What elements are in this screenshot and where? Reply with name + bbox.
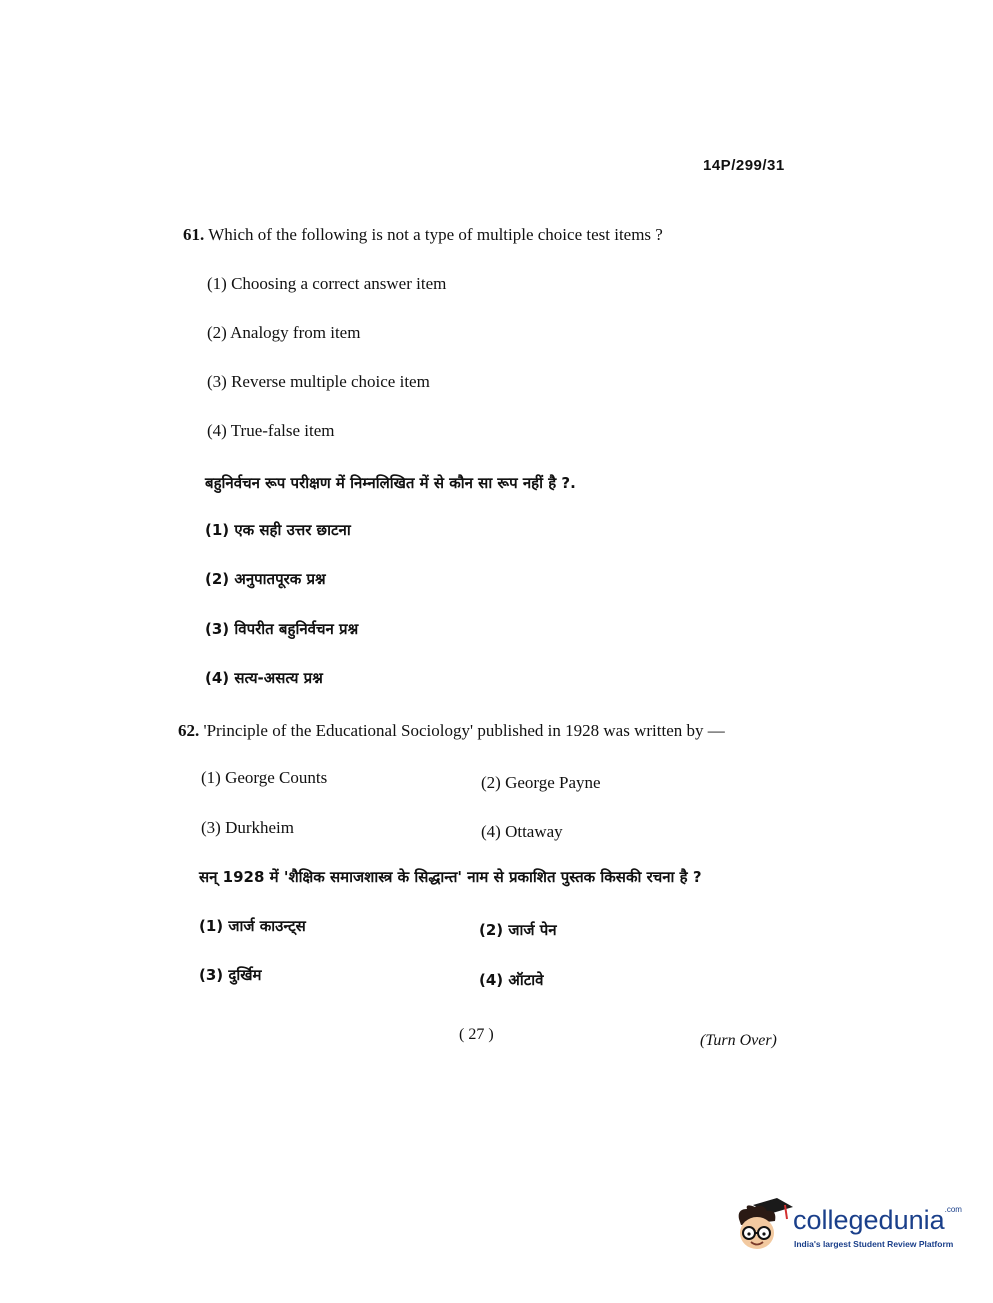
q62-option-1-en: (1) George Counts	[201, 768, 328, 787]
q62-option-4-en: (4) Ottaway	[481, 822, 563, 841]
question-62-hindi: सन् 1928 में 'शैक्षिक समाजशास्त्र के सिद्धान्त' नाम से प्रकाशित पुस्तक किसकी रचना है ?	[199, 868, 702, 886]
brand-name: collegedunia	[793, 1205, 945, 1235]
brand-suffix: .com	[944, 1205, 962, 1214]
question-61	[183, 225, 663, 245]
q62-option-2-hi: (2) जार्ज पेन	[479, 921, 557, 939]
collegedunia-watermark	[733, 1195, 963, 1265]
question-number: 61.	[183, 225, 205, 244]
q61-option-4-hi: (4) सत्य-असत्य प्रश्न	[205, 669, 323, 687]
q62-option-3-hi: (3) दुर्खिम	[199, 966, 262, 984]
question-61-hindi: बहुनिर्वचन रूप परीक्षण में निम्नलिखित में से कौन सा रूप नहीं है ?.	[205, 474, 576, 492]
question-text: Which of the following is not a type of multiple choice test items ?	[208, 225, 663, 244]
paper-code: 14P/299/31	[703, 157, 785, 174]
q62-option-3-en: (3) Durkheim	[201, 818, 295, 837]
q61-option-3-en: (3) Reverse multiple choice item	[207, 372, 430, 391]
q61-option-3-hi: (3) विपरीत बहुनिर्वचन प्रश्न	[205, 620, 359, 638]
question-text: 'Principle of the Educational Sociology' published in 1928 was written by —	[203, 721, 725, 740]
q61-option-1-en: (1) Choosing a correct answer item	[207, 274, 447, 293]
question-number: 62.	[178, 721, 200, 740]
q61-option-4-en: (4) True-false item	[207, 421, 335, 440]
brand-tagline: India's largest Student Review Platform	[794, 1239, 954, 1249]
q61-option-1-hi: (1) एक सही उत्तर छाटना	[205, 521, 351, 539]
question-62	[178, 721, 725, 741]
q62-option-4-hi: (4) ऑटावे	[479, 971, 544, 989]
turn-over-note: (Turn Over)	[700, 1032, 777, 1049]
q61-option-2-en: (2) Analogy from item	[207, 323, 361, 342]
q61-option-2-hi: (2) अनुपातपूरक प्रश्न	[205, 570, 326, 588]
q62-option-1-hi: (1) जार्ज काउन्ट्स	[199, 917, 306, 935]
mascot-icon	[733, 1195, 795, 1261]
page-number: ( 27 )	[459, 1026, 494, 1043]
q62-option-2-en: (2) George Payne	[481, 773, 601, 792]
